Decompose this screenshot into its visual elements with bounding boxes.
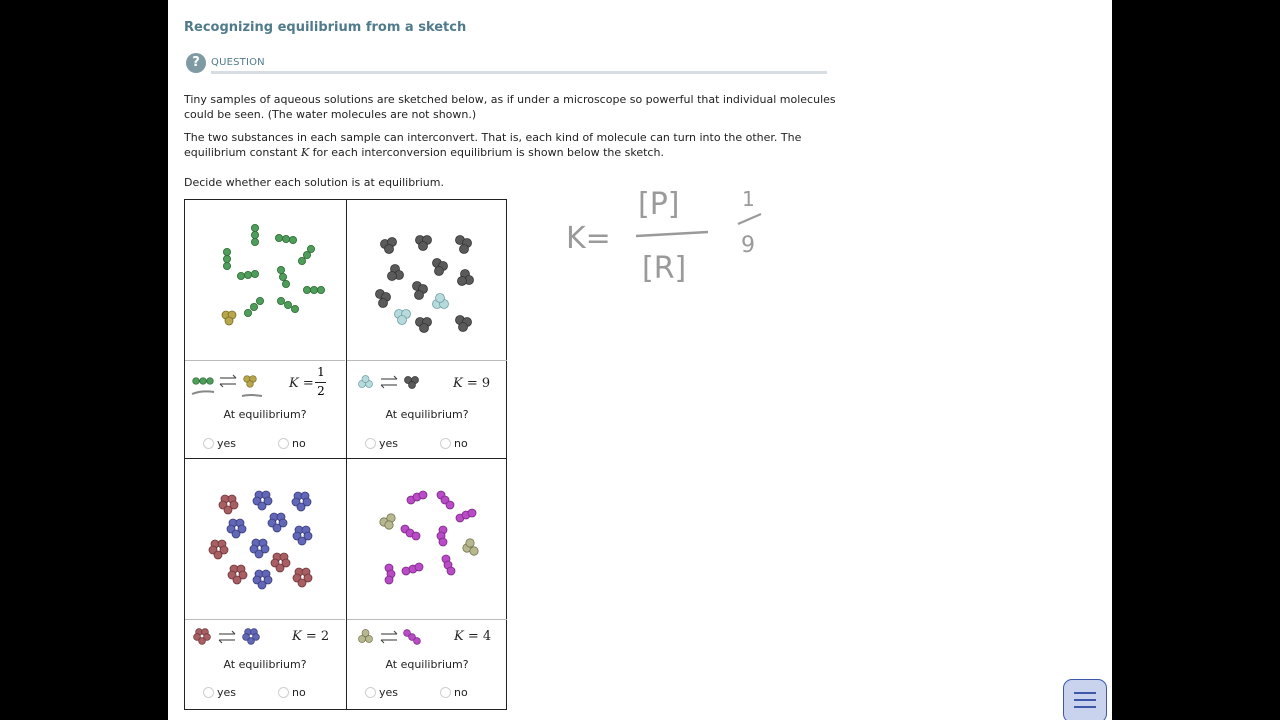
cell-separator [185,360,345,361]
yes-label[interactable]: yes [379,686,399,699]
k-symbol: K [292,629,302,644]
equilibrium-question: At equilibrium? [223,658,307,671]
equilibrium-question: At equilibrium? [385,658,469,671]
no-label[interactable]: no [454,686,468,699]
note-numerator: [P] [638,187,680,222]
instruction-paragraph-3: Decide whether each solution is at equilibrium. [184,176,444,189]
sample-cell-3 [185,459,345,709]
sample-4-sketch [347,459,507,619]
k-equals-value: = 9 [466,376,491,391]
note-side-numerator: 1 [742,187,755,211]
k-equals-value: = 4 [467,629,492,644]
yes-radio[interactable] [365,687,376,698]
instruction-paragraph-2 [184,130,864,160]
yes-label[interactable]: yes [379,437,399,450]
sample-cell-1 [185,200,345,458]
sample-2-sketch [347,200,507,360]
question-divider [211,71,827,74]
yes-radio[interactable] [203,438,214,449]
equilibrium-question: At equilibrium? [385,408,469,421]
yes-label[interactable]: yes [217,437,237,450]
note-side-fraction-bar [738,214,761,224]
k-value [292,629,329,644]
hamburger-menu-icon[interactable] [1063,679,1107,720]
sample-cell-2 [347,200,507,458]
sample-cell-4 [347,459,507,709]
k-symbol: K [453,376,463,391]
sample-3-sketch [185,459,345,619]
instruction-text: The two substances in each sample can interconvert. That is, each kind of molecule can turn into the other. The equilibrium constant [184,131,802,159]
k-value [289,376,314,391]
reaction-equation-icon [190,372,270,400]
k-equals-value: = 2 [305,629,330,644]
no-radio[interactable] [278,687,289,698]
k-value [453,376,490,391]
question-page [168,0,1112,720]
yes-radio[interactable] [203,687,214,698]
note-side-denominator: 9 [741,233,755,258]
reaction-equation-icon [193,626,265,648]
yes-radio[interactable] [365,438,376,449]
note-fraction-bar [636,232,708,236]
samples-grid [184,199,507,710]
note-denominator: [R] [642,251,687,286]
question-label: QUESTION [211,57,265,68]
reaction-equation-icon [357,372,427,392]
no-radio[interactable] [440,687,451,698]
k-denominator: 2 [317,384,325,398]
k-symbol: K [289,376,299,391]
cell-separator [347,360,507,361]
no-radio[interactable] [278,438,289,449]
k-numerator: 1 [317,365,325,379]
note-lhs: K= [566,221,611,256]
k-symbol: K [454,629,464,644]
k-symbol: K [300,146,310,159]
page-title: Recognizing equilibrium from a sketch [184,20,467,35]
cell-separator [185,619,345,620]
no-label[interactable]: no [292,686,306,699]
no-radio[interactable] [440,438,451,449]
k-value [454,629,491,644]
handwritten-note [566,176,776,296]
question-icon: ? [186,53,206,73]
reaction-equation-icon [357,626,429,648]
instruction-paragraph-1: Tiny samples of aqueous solutions are sketched below, as if under a microscope so powerful that individual molecules could be seen. (The water molecules are not shown.) [184,93,836,121]
equilibrium-question: At equilibrium? [223,408,307,421]
sample-1-sketch [185,200,345,360]
fraction-bar [315,382,326,383]
instruction-text: for each interconversion equilibrium is shown below the sketch. [309,146,664,159]
no-label[interactable]: no [292,437,306,450]
no-label[interactable]: no [454,437,468,450]
cell-separator [347,619,507,620]
k-equals: = [302,376,314,391]
yes-label[interactable]: yes [217,686,237,699]
